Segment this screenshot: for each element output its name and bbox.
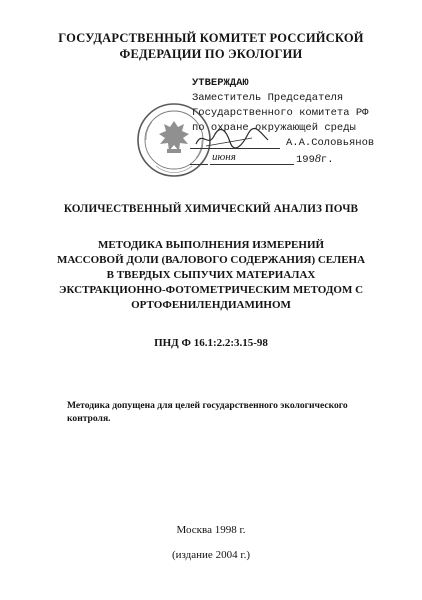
method-title-line4: ЭКСТРАКЦИОННО-ФОТОМЕТРИЧЕСКИМ МЕТОДОМ С (58, 284, 364, 296)
date-year-suffix: г. (320, 154, 334, 166)
approval-note-line1: Методика допущена для целей государственного экологического (67, 400, 348, 411)
method-title-line5: ОРТОФЕНИЛЕНДИАМИНОМ (131, 299, 291, 311)
method-title-line1: МЕТОДИКА ВЫПОЛНЕНИЯ ИЗМЕРЕНИЙ (97, 239, 325, 251)
approval-position-line3: по охране окружающей среды (192, 122, 356, 134)
method-title-line3: В ТВЕРДЫХ СЫПУЧИХ МАТЕРИАЛАХ (106, 269, 316, 281)
agency-header-line2: ФЕДЕРАЦИИ ПО ЭКОЛОГИИ (119, 47, 303, 61)
date-month-line (210, 164, 294, 165)
date-day-line (190, 164, 208, 165)
approval-heading: УТВЕРЖДАЮ (192, 77, 249, 89)
approval-note-line2: контроля. (67, 413, 111, 424)
approval-position-line2: Государственного комитета РФ (192, 107, 369, 119)
document-code: ПНД Ф 16.1:2.2:3.15-98 (154, 337, 268, 349)
date-month: июня (212, 151, 236, 163)
date-year-prefix: 199 (296, 154, 315, 166)
method-title-line2: МАССОВОЙ ДОЛИ (ВАЛОВОГО СОДЕРЖАНИЯ) СЕЛЕНА (56, 254, 366, 266)
publication-place-year: Москва 1998 г. (176, 524, 246, 536)
agency-header-line1: ГОСУДАРСТВЕННЫЙ КОМИТЕТ РОССИЙСКОЙ (58, 31, 364, 45)
date-year-digit: 8 (314, 151, 321, 165)
approver-name: А.А.Соловьянов (286, 137, 375, 149)
signature-line (190, 148, 280, 149)
edition-note: (издание 2004 г.) (171, 549, 250, 561)
document-category: КОЛИЧЕСТВЕННЫЙ ХИМИЧЕСКИЙ АНАЛИЗ ПОЧВ (63, 203, 359, 215)
date-year (296, 151, 334, 168)
approval-position-line1: Заместитель Председателя (192, 92, 344, 104)
